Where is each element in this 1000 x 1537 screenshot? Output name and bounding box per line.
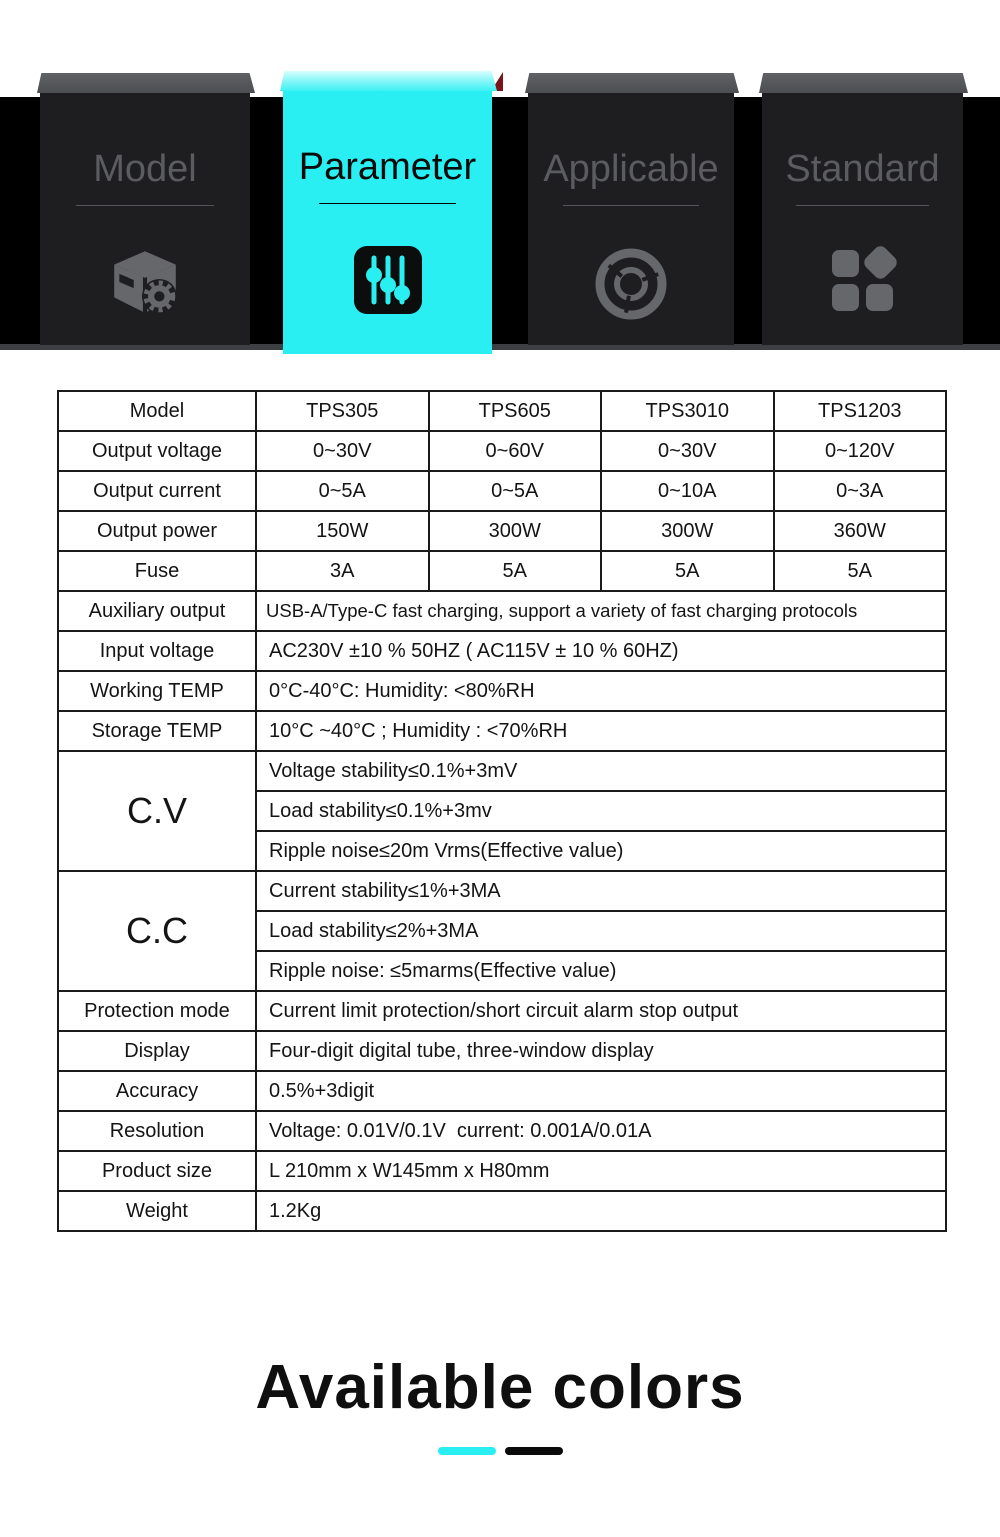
cell-value: Current stability≤1%+3MA [256, 871, 946, 911]
row-label: Weight [58, 1191, 256, 1231]
cell-value: Load stability≤0.1%+3mv [256, 791, 946, 831]
tab-parameter[interactable] [283, 91, 492, 354]
table-row [58, 591, 946, 631]
table-row [58, 1151, 946, 1191]
tab-model-flap [37, 73, 255, 93]
tab-label: Model [93, 148, 197, 190]
cell-value: 0~5A [429, 471, 602, 511]
row-label: Working TEMP [58, 671, 256, 711]
model-name: TPS1203 [774, 391, 947, 431]
tab-banner [0, 0, 1000, 352]
table-row [58, 1111, 946, 1151]
row-label: Output voltage [58, 431, 256, 471]
row-label: Auxiliary output [58, 591, 256, 631]
cell-value: Voltage: 0.01V/0.1V current: 0.001A/0.01A [256, 1111, 946, 1151]
tab-label: Applicable [543, 148, 719, 190]
row-label: Display [58, 1031, 256, 1071]
table-row [58, 711, 946, 751]
row-label: Fuse [58, 551, 256, 591]
tab-underline [76, 205, 215, 206]
cell-value: 5A [601, 551, 774, 591]
table-row [58, 431, 946, 471]
cell-value: 300W [429, 511, 602, 551]
cell-value: L 210mm x W145mm x H80mm [256, 1151, 946, 1191]
cell-value: Ripple noise: ≤5marms(Effective value) [256, 951, 946, 991]
cell-value: 0~120V [774, 431, 947, 471]
table-row-header [58, 391, 946, 431]
cell-value: Current limit protection/short circuit alarm stop output [256, 991, 946, 1031]
row-label: Output current [58, 471, 256, 511]
row-label: Accuracy [58, 1071, 256, 1111]
row-label: Protection mode [58, 991, 256, 1031]
tab-parameter-flap [280, 71, 497, 91]
cell-value: 300W [601, 511, 774, 551]
table-row [58, 1191, 946, 1231]
row-label: Input voltage [58, 631, 256, 671]
row-label: Product size [58, 1151, 256, 1191]
cell-value: 0.5%+3digit [256, 1071, 946, 1111]
cyan-color-dash [438, 1447, 496, 1455]
table-row [58, 871, 946, 911]
table-row [58, 1031, 946, 1071]
table-row [58, 471, 946, 511]
cell-value: 5A [429, 551, 602, 591]
table-row [58, 751, 946, 791]
tab-label: Parameter [298, 146, 477, 188]
tab-model[interactable] [40, 93, 250, 345]
row-label: Resolution [58, 1111, 256, 1151]
cell-value: 3A [256, 551, 429, 591]
tab-underline [319, 203, 457, 204]
table-row [58, 1071, 946, 1111]
table-row [58, 991, 946, 1031]
cell-value: Load stability≤2%+3MA [256, 911, 946, 951]
table-row [58, 511, 946, 551]
tab-applicable[interactable] [528, 93, 734, 345]
table-row [58, 631, 946, 671]
cell-value: Ripple noise≤20m Vrms(Effective value) [256, 831, 946, 871]
tab-underline [796, 205, 929, 206]
model-name: TPS3010 [601, 391, 774, 431]
model-name: TPS605 [429, 391, 602, 431]
tab-standard-flap [759, 73, 968, 93]
cell-value: 0°C-40°C: Humidity: <80%RH [256, 671, 946, 711]
browser-icon [593, 246, 669, 322]
cell-value: 150W [256, 511, 429, 551]
cell-value: 0~5A [256, 471, 429, 511]
row-label: Model [58, 391, 256, 431]
tab-underline [563, 205, 699, 206]
row-label-cv: C.V [58, 751, 256, 871]
spec-table [57, 390, 947, 1232]
available-colors-heading: Available colors [255, 1353, 745, 1422]
color-dashes [0, 1447, 1000, 1455]
cell-value: 0~30V [256, 431, 429, 471]
cell-value: AC230V ±10 % 50HZ ( AC115V ± 10 % 60HZ) [256, 631, 946, 671]
cell-value: USB-A/Type-C fast charging, support a variety of fast charging protocols [256, 591, 946, 631]
cell-value: 0~10A [601, 471, 774, 511]
row-label-cc: C.C [58, 871, 256, 991]
table-row [58, 671, 946, 711]
tab-standard[interactable] [762, 93, 963, 345]
cell-value: 0~30V [601, 431, 774, 471]
tab-label: Standard [785, 148, 940, 190]
shapes-icon [828, 246, 898, 316]
row-label: Storage TEMP [58, 711, 256, 751]
cell-value: 0~3A [774, 471, 947, 511]
tab-applicable-flap [525, 73, 739, 93]
cell-value: 10°C ~40°C ; Humidity : <70%RH [256, 711, 946, 751]
cell-value: 360W [774, 511, 947, 551]
box-gear-icon [106, 246, 184, 316]
model-name: TPS305 [256, 391, 429, 431]
cell-value: 0~60V [429, 431, 602, 471]
cell-value: 1.2Kg [256, 1191, 946, 1231]
sliders-icon [352, 244, 424, 316]
cell-value: 5A [774, 551, 947, 591]
cell-value: Four-digit digital tube, three-window display [256, 1031, 946, 1071]
table-row [58, 551, 946, 591]
black-color-dash [505, 1447, 563, 1455]
cell-value: Voltage stability≤0.1%+3mV [256, 751, 946, 791]
row-label: Output power [58, 511, 256, 551]
